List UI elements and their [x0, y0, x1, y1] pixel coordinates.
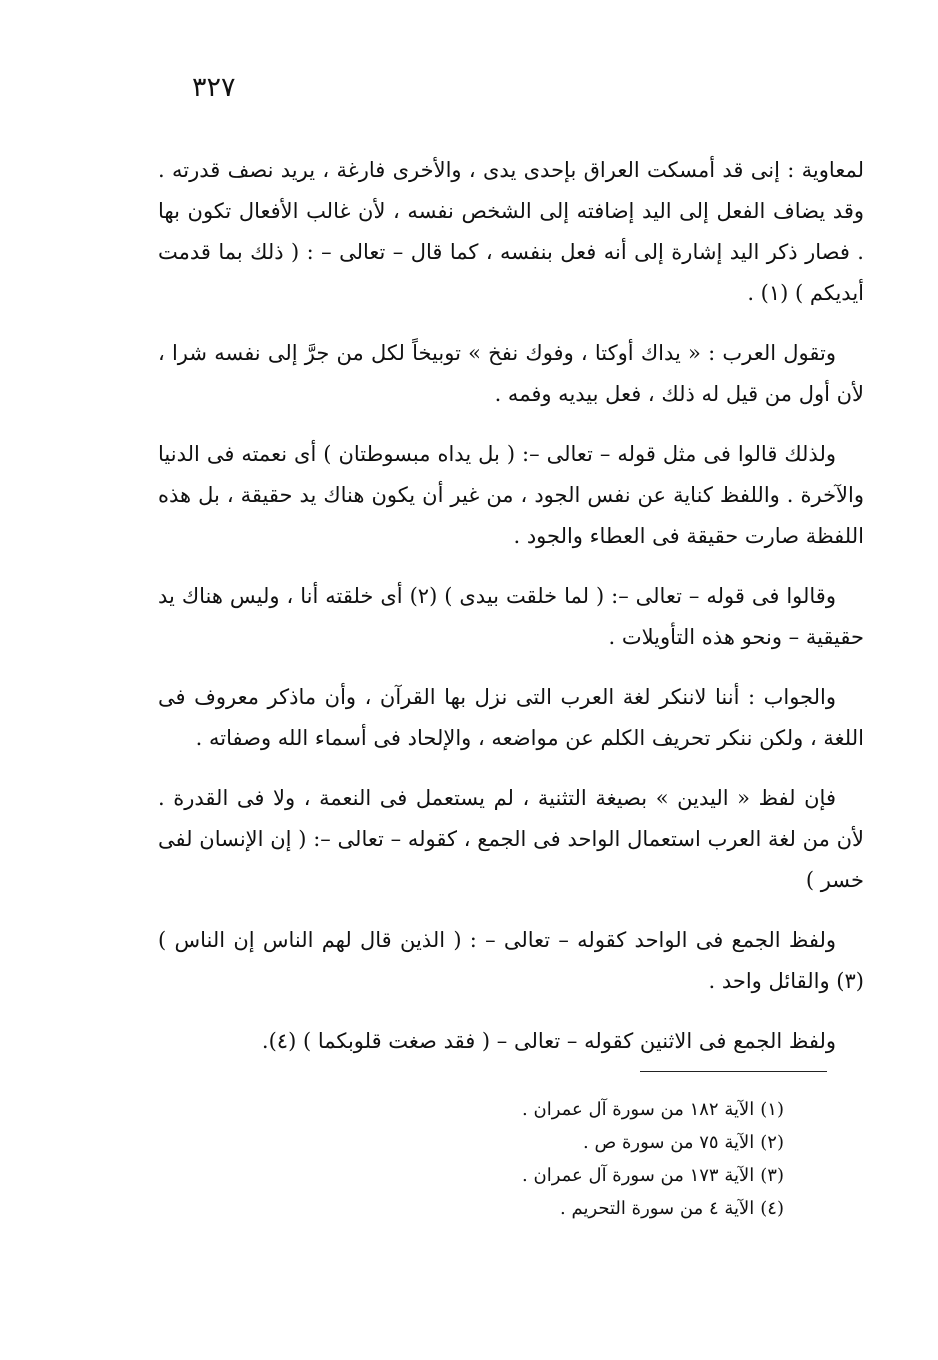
footnote-number: (٤)	[760, 1198, 784, 1219]
footnote-item	[300, 1159, 784, 1192]
paragraph-muawiya: لمعاوية : إنى قد أمسكت العراق بإحدى يدى ، والأخرى فارغة ، يريد نصف قدرته . وقد يضاف الفعل إلى اليد إضافته إلى الشخص نفسه ، لأن غالب الأفعال تكون بها . فصار ذكر اليد إشارة إلى أنه فعل بنفسه ، كما قال – تعالى – : ( ذلك بما قدمت أيديكم ) (١) .	[158, 158, 864, 305]
footnote-item	[300, 1093, 784, 1126]
footnote-divider	[640, 1071, 827, 1072]
paragraph-arab-saying: وتقول العرب : « يداك أوكتا ، وفوك نفخ » توبيخاً لكل من جرَّ إلى نفسه شرا ، لأن أول من قيل له ذلك ، فعل بيديه وفمه .	[158, 341, 864, 406]
page-number: ٣٢٧	[192, 72, 236, 103]
body-text	[158, 150, 864, 1081]
paragraph-dual-form: فإن لفظ « اليدين » بصيغة التثنية ، لم يستعمل فى النعمة ، ولا فى القدرة . لأن من لغة العرب استعمال الواحد فى الجمع ، كقوله – تعالى –: ( إن الإنسان لفى خسر )	[158, 786, 864, 892]
footnote-number: (٣)	[760, 1165, 784, 1186]
footnote-item	[300, 1192, 784, 1225]
footnote-text: الآية ١٧٣ من سورة آل عمران .	[522, 1165, 755, 1186]
footnote-text: الآية ٤ من سورة التحريم .	[560, 1198, 755, 1219]
footnote-item	[300, 1126, 784, 1159]
paragraph-plural-for-dual: ولفظ الجمع فى الاثنين كقوله – تعالى – ( فقد صغت قلوبكما ) (٤).	[261, 1029, 836, 1053]
footnotes	[300, 1093, 784, 1225]
footnote-text: الآية ٧٥ من سورة ص .	[583, 1132, 755, 1153]
footnote-text: الآية ١٨٢ من سورة آل عمران .	[522, 1099, 755, 1120]
paragraph-plural-for-singular: ولفظ الجمع فى الواحد كقوله – تعالى – : ( الذين قال لهم الناس إن الناس ) (٣) والقائل واحد .	[158, 928, 864, 993]
paragraph-hands-outstretched: ولذلك قالوا فى مثل قوله – تعالى –: ( بل يداه مبسوطتان ) أى نعمته فى الدنيا والآخرة . واللفظ كناية عن نفس الجود ، من غير أن يكون هناك يد حقيقة ، بل هذه اللفظة صارت حقيقة فى العطاء والجود .	[158, 442, 864, 548]
footnote-number: (١)	[760, 1099, 784, 1120]
paragraph-created-with-hands: وقالوا فى قوله – تعالى –: ( لما خلقت بيدى ) (٢) أى خلقته أنا ، وليس هناك يد حقيقية – ونحو هذه التأويلات .	[158, 584, 864, 649]
footnote-number: (٢)	[760, 1132, 784, 1153]
paragraph-answer: والجواب : أننا لاننكر لغة العرب التى نزل بها القرآن ، وأن ماذكر معروف فى اللغة ، ولكن ننكر تحريف الكلم عن مواضعه ، والإلحاد فى أسماء الله وصفاته .	[158, 685, 864, 750]
